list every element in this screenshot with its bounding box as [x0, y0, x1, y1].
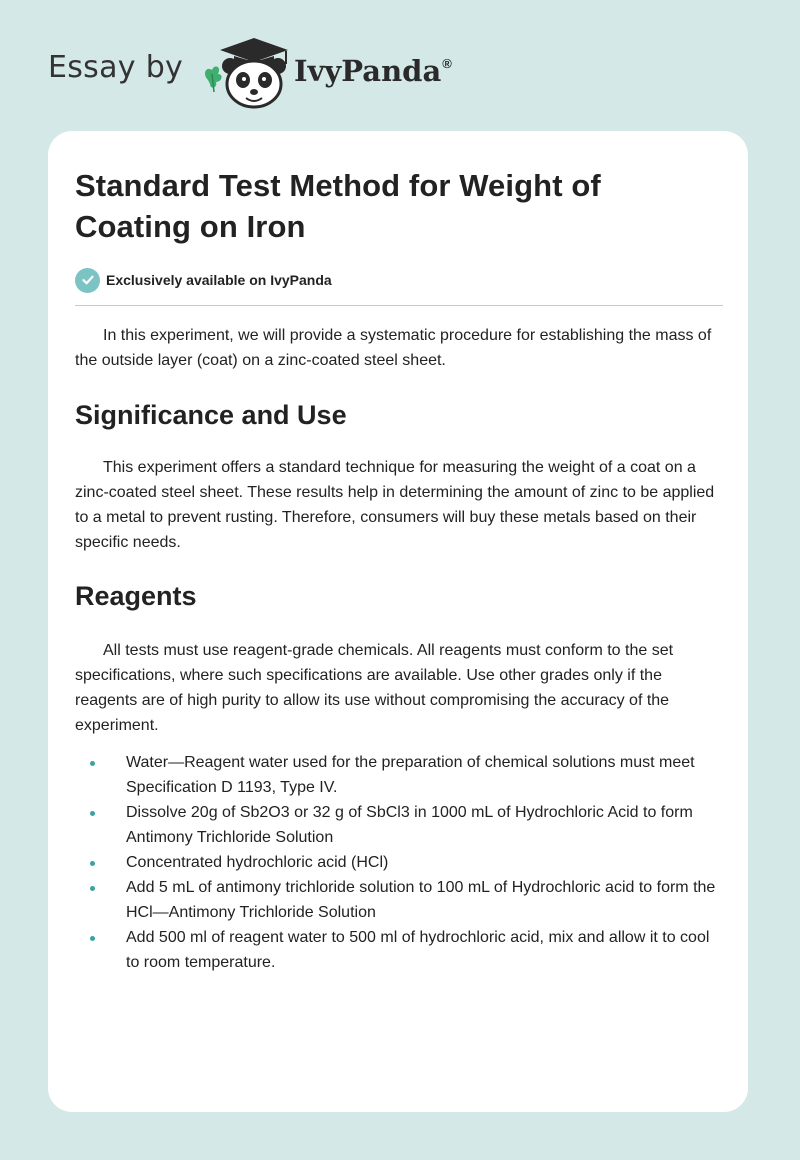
check-icon [75, 268, 100, 293]
bullet-icon [90, 886, 95, 891]
list-item [75, 850, 723, 875]
list-item-text: Add 500 ml of reagent water to 500 ml of hydrochloric acid, mix and allow it to cool to room temperature. [126, 929, 710, 971]
list-item [75, 800, 723, 850]
section-heading-significance: Significance and Use [75, 400, 347, 430]
list-item [75, 925, 723, 975]
reagents-paragraph: All tests must use reagent-grade chemicals. All reagents must conform to the set specifications, where such specifications are available. Use other grades only if the reagents are of high purity to allow its use without compromising the accuracy of the experiment. [75, 642, 674, 734]
list-item-text: Add 5 mL of antimony trichloride solution to 100 mL of Hydrochloric acid to form the HCl—Antimony Trichloride Solution [126, 879, 716, 921]
significance-paragraph: This experiment offers a standard technique for measuring the weight of a coat on a zinc-coated steel sheet. These results help in determining the amount of zinc to be applied to a metal to prevent rusting. Therefore, consumers will buy these metals based on their specific needs. [75, 459, 715, 551]
site-header [0, 0, 800, 130]
intro-paragraph: In this experiment, we will provide a systematic procedure for establishing the mass of the outside layer (coat) on a zinc-coated steel sheet. [75, 327, 712, 369]
essay-content [75, 165, 723, 975]
divider [75, 305, 723, 306]
ivy-leaf-icon [205, 67, 222, 92]
badge-label: Exclusively available on IvyPanda [106, 272, 332, 288]
reagent-list [75, 750, 723, 975]
section-heading-reagents: Reagents [75, 581, 197, 611]
list-item-text: Concentrated hydrochloric acid (HCl) [126, 854, 389, 871]
bullet-icon [90, 761, 95, 766]
list-item [75, 875, 723, 925]
brand-text: IvyPanda [294, 54, 442, 88]
exclusive-badge [75, 267, 723, 293]
bullet-icon [90, 936, 95, 941]
list-item-text: Water—Reagent water used for the preparation of chemical solutions must meet Specification D 1193, Type IV. [126, 754, 695, 796]
brand-name[interactable] [294, 54, 451, 88]
page-title: Standard Test Method for Weight of Coating on Iron [75, 168, 601, 244]
bullet-icon [90, 811, 95, 816]
essay-card [48, 131, 748, 1112]
list-item-text: Dissolve 20g of Sb2O3 or 32 g of SbCl3 in 1000 mL of Hydrochloric Acid to form Antimony Trichloride Solution [126, 804, 693, 846]
panda-logo-icon[interactable] [200, 34, 292, 110]
registered-mark: ® [442, 56, 452, 71]
essay-by-label: Essay by [48, 50, 184, 85]
list-item [75, 750, 723, 800]
bullet-icon [90, 861, 95, 866]
